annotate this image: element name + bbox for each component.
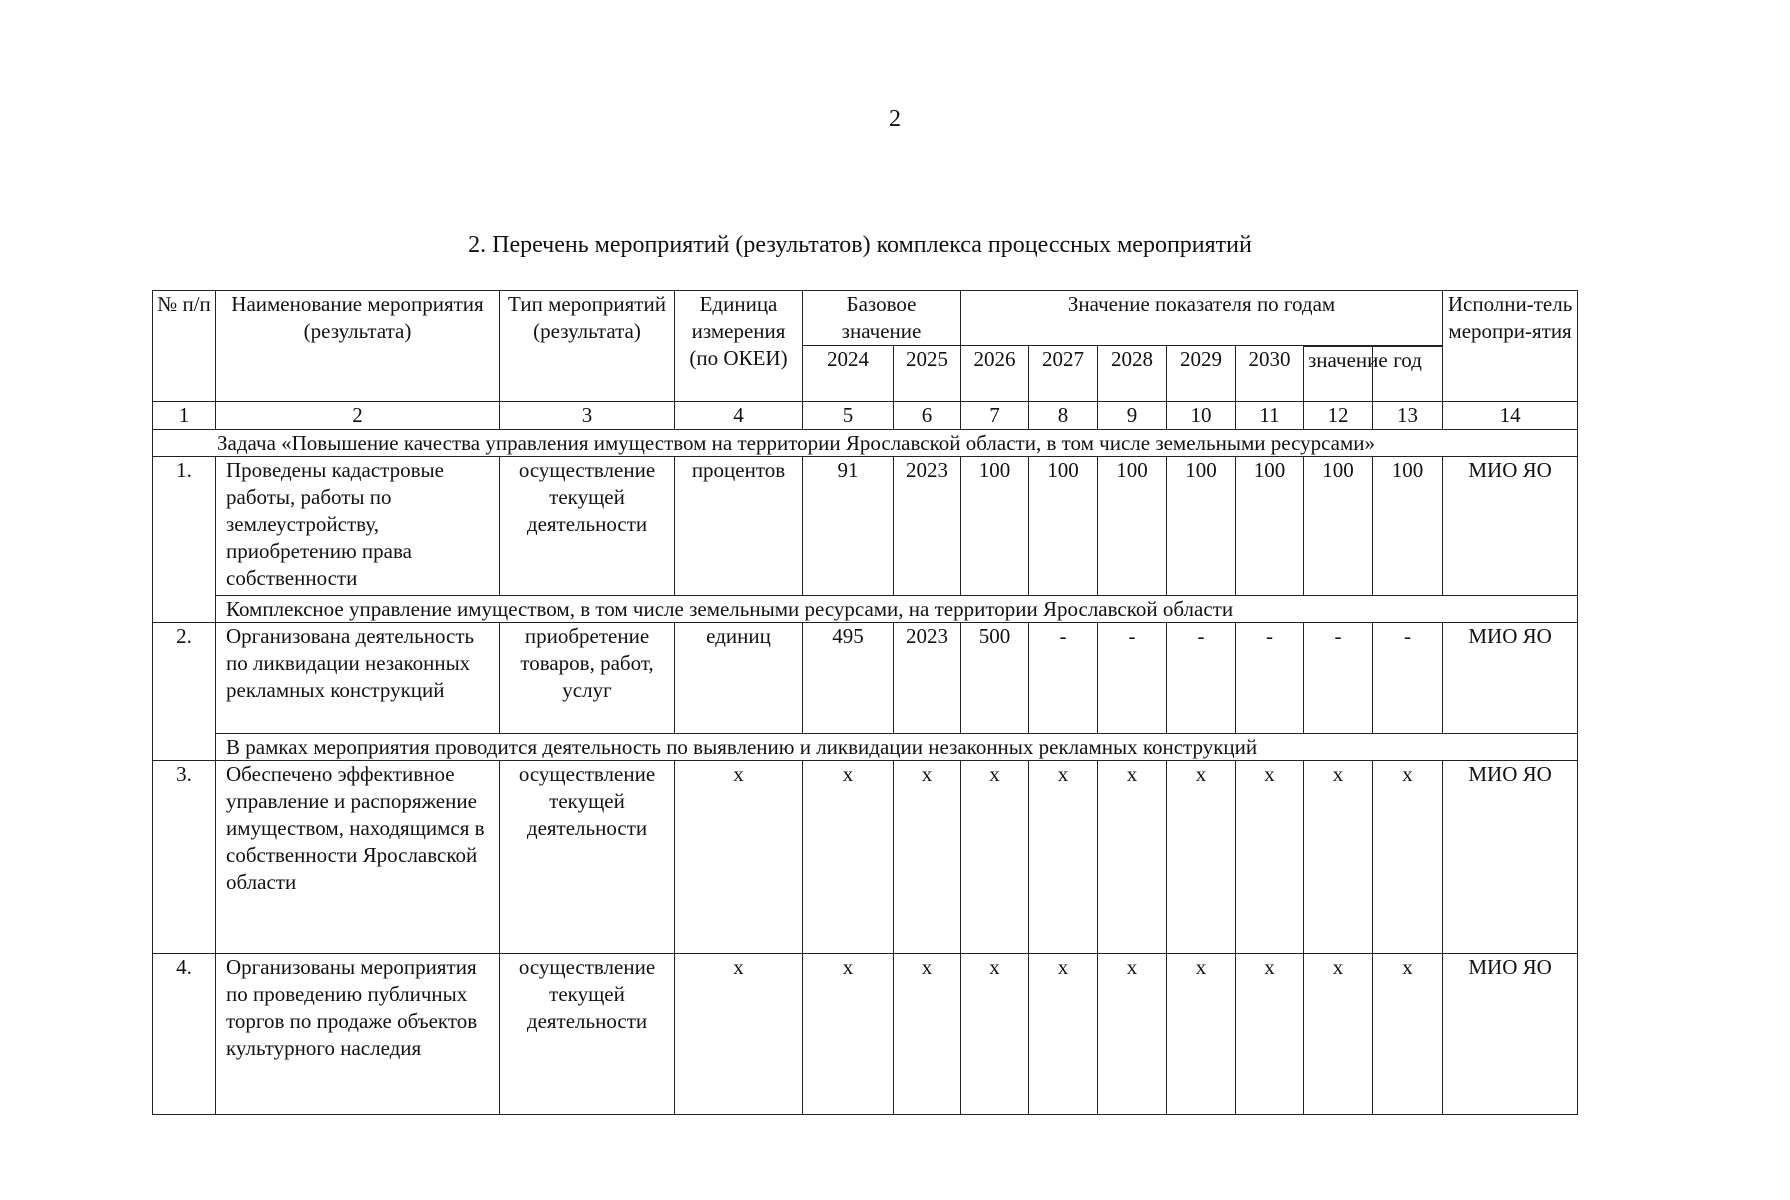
- row-year-value: х: [1304, 761, 1373, 954]
- row-year-value: 500: [961, 623, 1029, 734]
- header-year-2025: 2025: [894, 346, 961, 402]
- row-year-value: х: [1167, 954, 1236, 1115]
- row-year-value: -: [1098, 623, 1167, 734]
- row-note: [153, 596, 1578, 623]
- row-name: Обеспечено эффективное управление и распоряжение имуществом, находящимся в собственности Ярославской области: [216, 761, 500, 954]
- column-number: 2: [216, 402, 500, 430]
- row-note-text: Комплексное управление имуществом, в том числе земельными ресурсами, на территории Ярославской области: [216, 596, 1578, 623]
- header-base-value: значение: [1304, 347, 1373, 402]
- row-year-value: х: [1098, 954, 1167, 1115]
- column-number: 6: [894, 402, 961, 430]
- row-year-value: х: [1236, 761, 1304, 954]
- row-note-text: В рамках мероприятия проводится деятельность по выявлению и ликвидации незаконных рекламных конструкций: [216, 734, 1578, 761]
- table-row: [153, 623, 1578, 734]
- row-year-value: 100: [1029, 457, 1098, 596]
- column-number: 12: [1304, 402, 1373, 430]
- row-unit: единиц: [675, 623, 803, 734]
- header-type: Тип мероприятий (результата): [500, 291, 675, 402]
- row-executor: МИО ЯО: [1443, 761, 1578, 954]
- row-name: Организована деятельность по ликвидации незаконных рекламных конструкций: [216, 623, 500, 734]
- row-base-year: х: [894, 954, 961, 1115]
- header-year-2024: 2024: [803, 346, 894, 402]
- row-year-value: х: [1098, 761, 1167, 954]
- row-type: осуществление текущей деятельности: [500, 457, 675, 596]
- row-year-value: х: [1029, 761, 1098, 954]
- table-row: [153, 761, 1578, 954]
- row-year-value: х: [961, 954, 1029, 1115]
- task-row: [153, 430, 1578, 457]
- table-row: [153, 954, 1578, 1115]
- row-year-value: -: [1304, 623, 1373, 734]
- row-num: 3.: [153, 761, 216, 954]
- row-year-value: -: [1236, 623, 1304, 734]
- row-base-value: х: [803, 761, 894, 954]
- page-number: 2: [889, 106, 901, 132]
- row-year-value: х: [1029, 954, 1098, 1115]
- column-number: 10: [1167, 402, 1236, 430]
- row-unit: процентов: [675, 457, 803, 596]
- row-type: осуществление текущей деятельности: [500, 761, 675, 954]
- column-number-row: [153, 402, 1578, 430]
- header-years-group: Значение показателя по годам: [961, 291, 1443, 346]
- header-year-2027: 2027: [1029, 346, 1098, 402]
- row-year-value: -: [1373, 623, 1443, 734]
- row-num: 1.: [153, 457, 216, 623]
- column-number: 9: [1098, 402, 1167, 430]
- header-name: Наименование мероприятия (результата): [216, 291, 500, 402]
- header-year-2030: 2030: [1236, 346, 1304, 402]
- task-text: Задача «Повышение качества управления имуществом на территории Ярославской области, в том числе земельными ресурсами»: [153, 430, 1578, 457]
- document-title: 2. Перечень мероприятий (результатов) комплекса процессных мероприятий: [468, 232, 1252, 258]
- row-year-value: 100: [1167, 457, 1236, 596]
- row-num: 4.: [153, 954, 216, 1115]
- row-year-value: 100: [1236, 457, 1304, 596]
- row-year-value: 100: [1373, 457, 1443, 596]
- row-base-value: 495: [803, 623, 894, 734]
- header-unit: Единица измерения (по ОКЕИ): [675, 291, 803, 402]
- row-executor: МИО ЯО: [1443, 954, 1578, 1115]
- table-row: [153, 457, 1578, 596]
- column-number: 14: [1443, 402, 1578, 430]
- row-base-year: 2023: [894, 457, 961, 596]
- row-year-value: 100: [961, 457, 1029, 596]
- row-year-value: 100: [1098, 457, 1167, 596]
- row-type: осуществление текущей деятельности: [500, 954, 675, 1115]
- row-name: Проведены кадастровые работы, работы по землеустройству, приобретению права собственности: [216, 457, 500, 596]
- header-year-2026: 2026: [961, 346, 1029, 402]
- row-year-value: 100: [1304, 457, 1373, 596]
- column-number: 1: [153, 402, 216, 430]
- row-num: 2.: [153, 623, 216, 761]
- column-number: 4: [675, 402, 803, 430]
- column-number: 8: [1029, 402, 1098, 430]
- column-number: 5: [803, 402, 894, 430]
- row-base-value: 91: [803, 457, 894, 596]
- header-year-2028: 2028: [1098, 346, 1167, 402]
- row-year-value: х: [1304, 954, 1373, 1115]
- row-executor: МИО ЯО: [1443, 623, 1578, 734]
- column-number: 11: [1236, 402, 1304, 430]
- header-base: Базовое значение: [803, 291, 961, 346]
- row-unit: х: [675, 954, 803, 1115]
- row-year-value: -: [1029, 623, 1098, 734]
- activities-table: [152, 290, 1578, 1115]
- row-note: [153, 734, 1578, 761]
- header-row-1: [153, 291, 1578, 346]
- row-year-value: х: [1373, 954, 1443, 1115]
- column-number: 3: [500, 402, 675, 430]
- header-num: № п/п: [153, 291, 216, 402]
- row-year-value: х: [1167, 761, 1236, 954]
- header-executor: Исполни-тель меропри-ятия: [1443, 291, 1578, 402]
- row-unit: х: [675, 761, 803, 954]
- row-year-value: -: [1167, 623, 1236, 734]
- row-executor: МИО ЯО: [1443, 457, 1578, 596]
- row-base-value: х: [803, 954, 894, 1115]
- row-base-year: 2023: [894, 623, 961, 734]
- header-base-year: год: [1373, 347, 1443, 402]
- row-type: приобретение товаров, работ, услуг: [500, 623, 675, 734]
- column-number: 7: [961, 402, 1029, 430]
- row-year-value: х: [961, 761, 1029, 954]
- row-name: Организованы мероприятия по проведению публичных торгов по продаже объектов культурного наследия: [216, 954, 500, 1115]
- row-year-value: х: [1236, 954, 1304, 1115]
- row-year-value: х: [1373, 761, 1443, 954]
- header-year-2029: 2029: [1167, 346, 1236, 402]
- column-number: 13: [1373, 402, 1443, 430]
- row-base-year: х: [894, 761, 961, 954]
